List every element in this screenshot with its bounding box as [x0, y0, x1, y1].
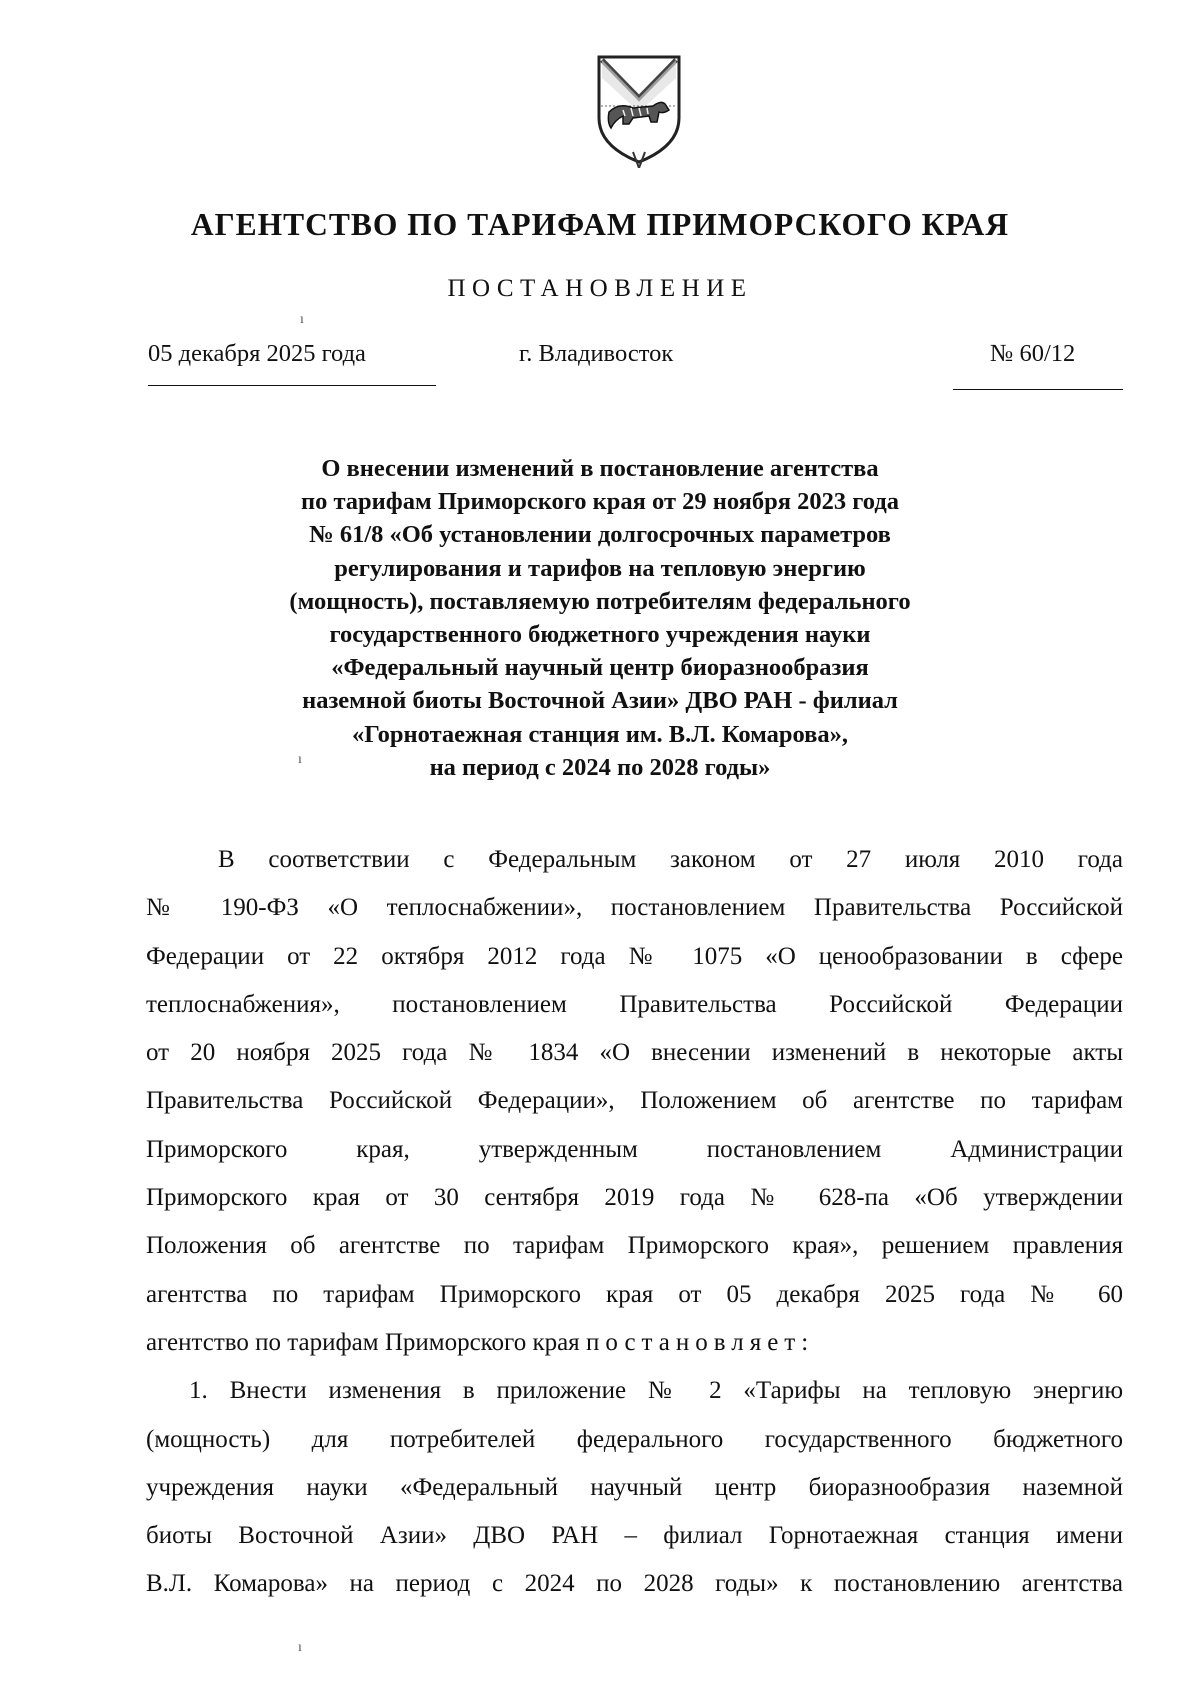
agency-name: АГЕНТСТВО ПО ТАРИФАМ ПРИМОРСКОГО КРАЯ — [190, 207, 1010, 242]
body-line: 1. Внести изменения в приложение № 2 «Тарифы на тепловую энергию — [189, 1377, 1123, 1405]
body-line: Положения об агентстве по тарифам Приморского края», решением правления — [146, 1232, 1123, 1260]
body-line: Правительства Российской Федерации», Положением об агентстве по тарифам — [146, 1087, 1123, 1115]
body-line: № 190-ФЗ «О теплоснабжении», постановлением Правительства Российской — [146, 894, 1123, 922]
title-line: № 61/8 «Об установлении долгосрочных параметров — [309, 521, 891, 549]
body-line: В соответствии с Федеральным законом от 27 июля 2010 года — [218, 846, 1123, 873]
document-number: № 60/12 — [990, 340, 1076, 367]
body-line: Приморского края от 30 сентября 2019 года № 628-па «Об утверждении — [146, 1184, 1123, 1212]
body-line: учреждения науки «Федеральный научный центр биоразнообразия наземной — [146, 1473, 1123, 1501]
scan-mark: ı — [300, 312, 304, 327]
document-date: 05 декабря 2025 года — [148, 340, 366, 367]
body-line: биоты Восточной Азии» ДВО РАН – филиал Горнотаежная станция имени — [146, 1522, 1123, 1550]
body-line: В.Л. Комарова» на период с 2024 по 2028 годы» к постановлению агентства — [146, 1570, 1123, 1598]
body-line: теплоснабжения», постановлением Правительства Российской Федерации — [146, 990, 1123, 1018]
title-line: государственного бюджетного учреждения науки — [329, 621, 871, 649]
body-line: (мощность) для потребителей федерального государственного бюджетного — [146, 1425, 1123, 1453]
resolves-word: постановляет: — [585, 1328, 815, 1356]
body-line: Федерации от 22 октября 2012 года № 1075 «О ценообразовании в сфере — [146, 942, 1123, 970]
scan-mark: ı — [298, 752, 302, 767]
document-city: г. Владивосток — [519, 340, 674, 367]
body-line: от 20 ноября 2025 года № 1834 «О внесении изменений в некоторые акты — [146, 1039, 1123, 1067]
title-line: наземной биоты Восточной Азии» ДВО РАН - филиал — [302, 687, 898, 715]
body-line: Приморского края, утвержденным постановлением Администрации — [146, 1135, 1123, 1163]
title-line: на период с 2024 по 2028 годы» — [429, 753, 771, 781]
title-line: регулирования и тарифов на тепловую энергию — [334, 554, 866, 582]
body-line: агентства по тарифам Приморского края от 05 декабря 2025 года № 60 — [146, 1280, 1123, 1308]
title-line: «Горнотаежная станция им. В.Л. Комарова», — [351, 720, 848, 748]
title-line: О внесении изменений в постановление агентства — [321, 455, 879, 482]
title-line: «Федеральный научный центр биоразнообразия — [331, 654, 869, 682]
document-title — [180, 452, 1020, 784]
scan-mark: ı — [298, 1640, 302, 1655]
date-underline — [148, 385, 436, 386]
body-line-last — [146, 1319, 1123, 1367]
title-line: по тарифам Приморского края от 29 ноября 2023 года — [300, 488, 899, 516]
paragraph-item-1 — [146, 1367, 1123, 1608]
document-body — [146, 836, 1123, 1609]
primorsky-krai-coat-of-arms-icon — [593, 52, 685, 168]
body-text: агентство по тарифам Приморского края — [146, 1328, 586, 1356]
paragraph-preamble — [146, 836, 1123, 1367]
number-underline — [953, 389, 1123, 390]
document-type: ПОСТАНОВЛЕНИЕ — [447, 275, 753, 302]
title-line: (мощность), поставляемую потребителям федерального — [289, 587, 911, 615]
